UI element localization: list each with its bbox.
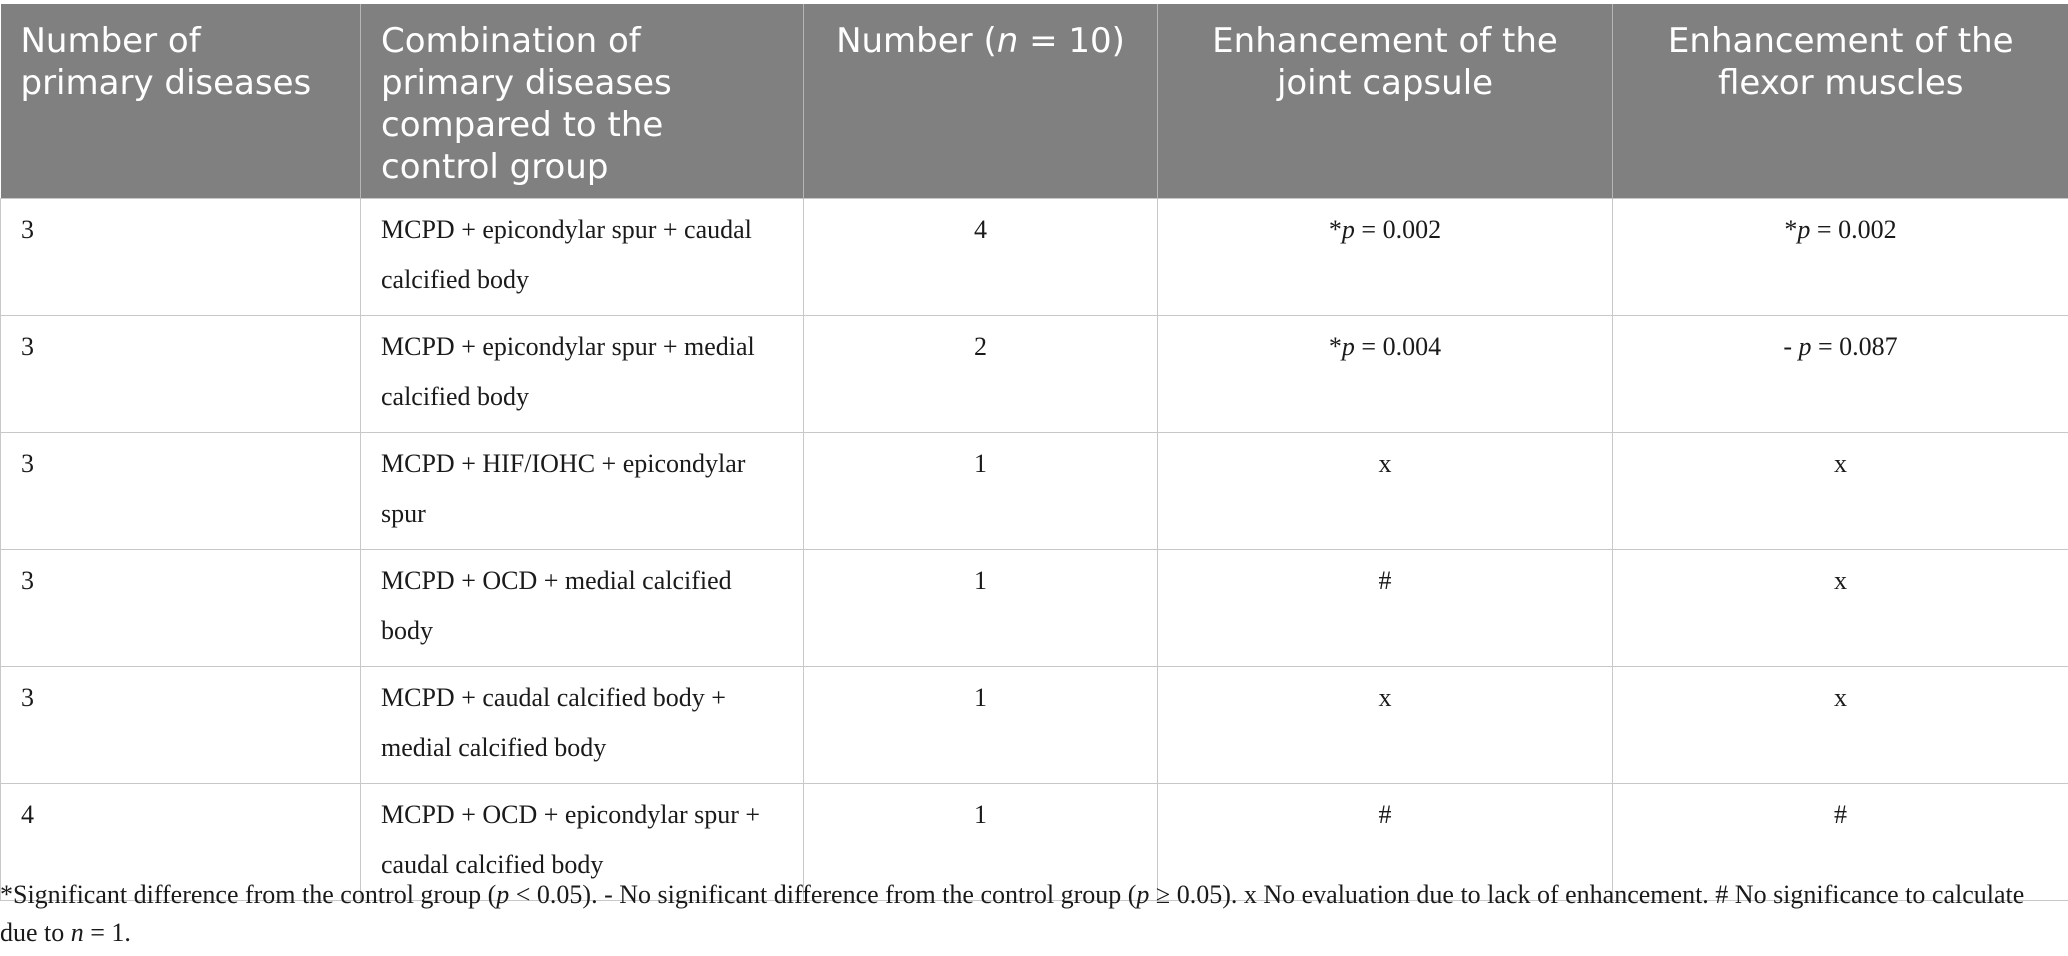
cell-flexor: x [1613,550,2068,667]
header-flexor-muscles: Enhancement of the flexor muscles [1613,4,2068,199]
cell-num-diseases: 3 [1,667,361,784]
cell-flexor: *p = 0.002 [1613,199,2068,316]
cell-capsule: *p = 0.004 [1158,316,1613,433]
header-number-of-primary-diseases: Number of primary diseases [1,4,361,199]
data-table-container [0,4,2068,901]
cell-capsule: x [1158,667,1613,784]
cell-flexor: x [1613,667,2068,784]
table-row [1,199,2068,316]
cell-capsule: x [1158,433,1613,550]
table-footnote: *Significant difference from the control group (p < 0.05). - No significant difference from the control group (p ≥ 0.05). x No evaluation due to lack of enhancement. # No significance to calculate due to n = 1. [0,880,2025,947]
cell-num-diseases: 3 [1,550,361,667]
table-row [1,667,2068,784]
cell-num-diseases: 3 [1,433,361,550]
cell-combination: MCPD + caudal calcified body + medial calcified body [361,667,804,784]
cell-num-diseases: 4 [1,784,361,901]
cell-number: 2 [804,316,1158,433]
cell-number: 1 [804,433,1158,550]
cell-flexor: x [1613,433,2068,550]
header-joint-capsule: Enhancement of the joint capsule [1158,4,1613,199]
cell-capsule: # [1158,784,1613,901]
cell-number: 1 [804,550,1158,667]
cell-combination: MCPD + epicondylar spur + medial calcified body [361,316,804,433]
header-combination: Combination of primary diseases compared to the control group [361,4,804,199]
header-number: Number (n = 10) [804,4,1158,199]
cell-combination: MCPD + epicondylar spur + caudal calcified body [361,199,804,316]
cell-num-diseases: 3 [1,316,361,433]
table-row [1,433,2068,550]
cell-combination: MCPD + OCD + medial calcified body [361,550,804,667]
data-table [0,4,2068,901]
cell-flexor: # [1613,784,2068,901]
cell-capsule: *p = 0.002 [1158,199,1613,316]
cell-number: 4 [804,199,1158,316]
cell-capsule: # [1158,550,1613,667]
table-row [1,550,2068,667]
table-body [1,199,2068,901]
cell-num-diseases: 3 [1,199,361,316]
cell-combination: MCPD + OCD + epicondylar spur + caudal calcified body [361,784,804,901]
cell-number: 1 [804,784,1158,901]
cell-flexor: - p = 0.087 [1613,316,2068,433]
table-header [1,4,2068,199]
header-row [1,4,2068,199]
table-row [1,316,2068,433]
cell-combination: MCPD + HIF/IOHC + epicondylar spur [361,433,804,550]
cell-number: 1 [804,667,1158,784]
